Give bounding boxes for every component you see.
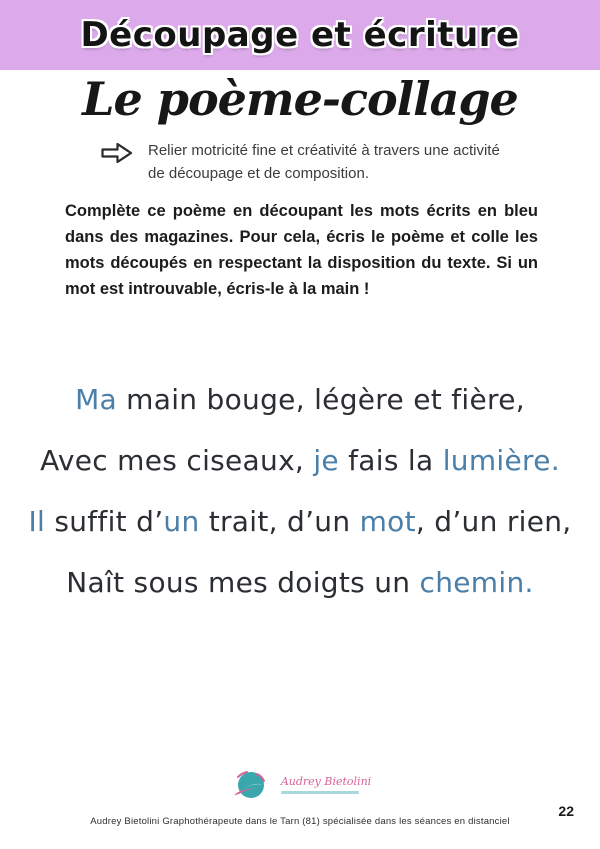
- poem-line: [0, 444, 600, 478]
- poem-word: main bouge, légère et fière,: [116, 383, 525, 416]
- poem-word: trait, d’un: [199, 505, 360, 538]
- poem: [0, 383, 600, 627]
- right-arrow-icon: [100, 141, 134, 170]
- poem-word-blue: Il: [28, 505, 46, 538]
- page-title: Le poème-collage: [82, 72, 518, 126]
- poem-word-blue: un: [163, 505, 200, 538]
- poem-line: [0, 566, 600, 600]
- poem-word-blue: lumière.: [442, 444, 560, 477]
- poem-word: Avec mes ciseaux,: [40, 444, 314, 477]
- poem-line: [0, 505, 600, 539]
- poem-word-blue: je: [313, 444, 339, 477]
- poem-word: Naît sous mes doigts un: [66, 566, 420, 599]
- poem-word: suffit d’: [45, 505, 164, 538]
- poem-line: [0, 383, 600, 417]
- header-banner: [0, 0, 600, 70]
- poem-word: fais la: [338, 444, 443, 477]
- instructions-text: Complète ce poème en découpant les mots écrits en bleu dans des magazines. Pour cela, écris le poème et colle les mots découpés en respectant la disposition du texte. Si un mot est introuvable, écris-le à la main !: [65, 202, 538, 298]
- objective-row: [100, 140, 520, 185]
- page-category-title: Découpage et écriture: [80, 15, 520, 55]
- poem-word-blue: chemin.: [419, 566, 534, 599]
- brand-logo-icon: [229, 760, 273, 809]
- footer-logo: [0, 761, 600, 807]
- poem-word-blue: Ma: [75, 383, 117, 416]
- brand-logo-text: [281, 775, 371, 794]
- brand-url-line: [281, 791, 359, 794]
- footer-credit: Audrey Bietolini Graphothérapeute dans le Tarn (81) spécialisée dans les séances en distanciel: [90, 816, 510, 827]
- page-number: 22: [558, 803, 574, 819]
- poem-word-blue: mot: [359, 505, 416, 538]
- objective-text: Relier motricité fine et créativité à travers une activité de découpage et de composition.: [148, 142, 500, 182]
- brand-name: Audrey Bietolini: [280, 774, 372, 788]
- poem-word: , d’un rien,: [415, 505, 572, 538]
